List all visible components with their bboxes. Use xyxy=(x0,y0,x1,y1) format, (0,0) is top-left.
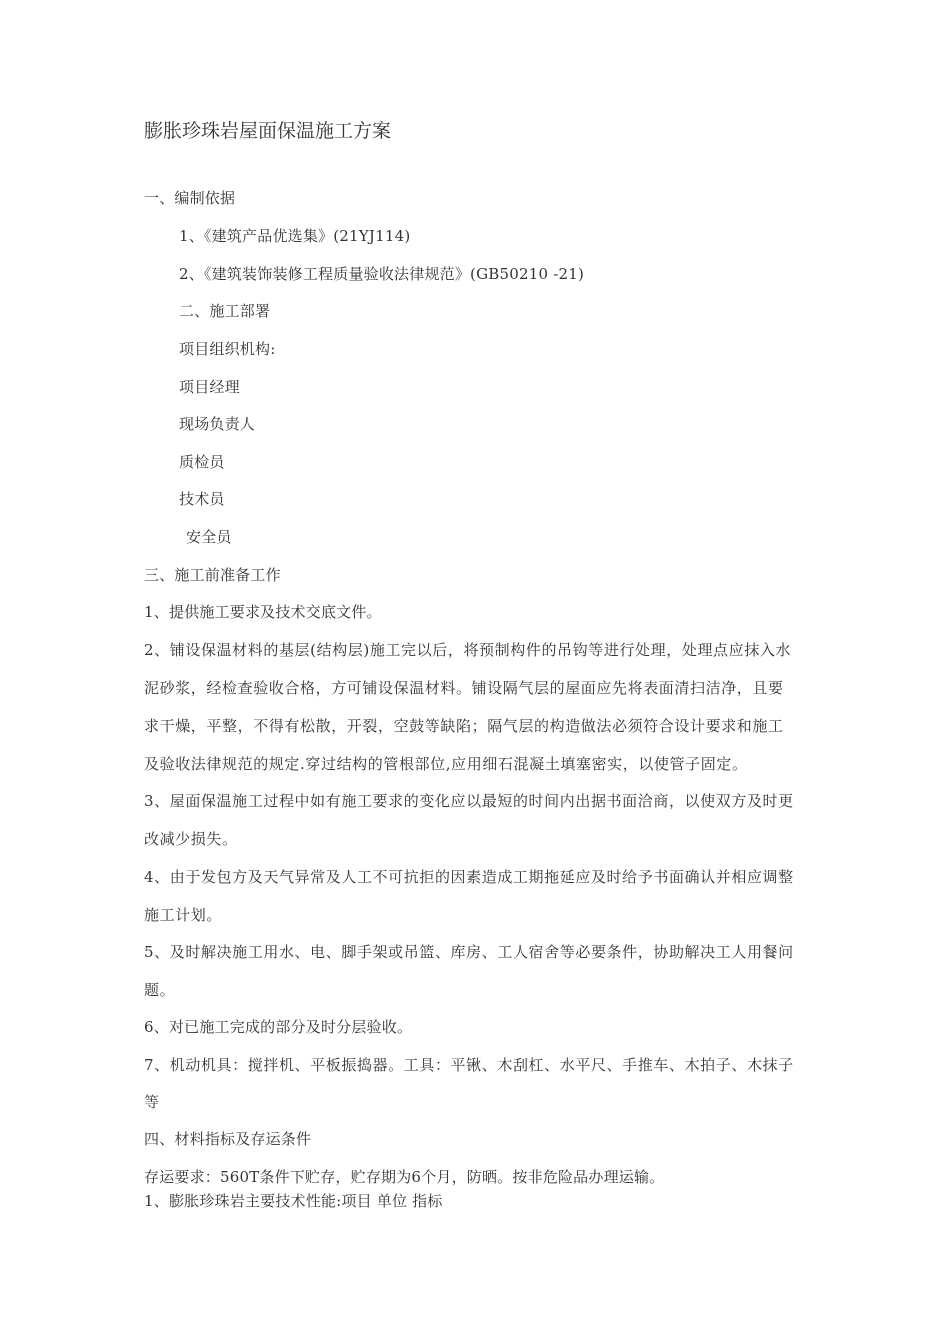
prep-item-4-line: 施工计划。 xyxy=(144,906,223,924)
section-heading-materials: 四、材料指标及存运条件 xyxy=(144,1130,312,1148)
materials-item-1: 1、膨胀珍珠岩主要技术性能:项目 单位 指标 xyxy=(144,1192,443,1210)
prep-item-4-line: 4、由于发包方及天气异常及人工不可抗拒的因素造成工期拖延应及时给予书面确认并相应调整 xyxy=(144,868,794,886)
role-project-manager: 项目经理 xyxy=(179,378,240,396)
prep-item-3-line: 3、屋面保温施工过程中如有施工要求的变化应以最短的时间内出据书面洽商，以使双方及时更 xyxy=(144,792,794,810)
role-quality-inspector: 质检员 xyxy=(179,453,225,471)
prep-item-6: 6、对已施工完成的部分及时分层验收。 xyxy=(144,1018,413,1036)
prep-item-1: 1、提供施工要求及技术交底文件。 xyxy=(144,603,382,621)
prep-item-2-line: 求干燥，平整，不得有松散，开裂，空鼓等缺陷；隔气层的构造做法必须符合设计要求和施工 xyxy=(144,717,784,735)
prep-item-2-line: 泥砂浆，经检查验收合格，方可铺设保温材料。铺设隔气层的屋面应先将表面清扫洁净，且要 xyxy=(144,679,784,697)
prep-item-7-line: 7、机动机具：搅拌机、平板振捣器。工具：平锹、木刮杠、水平尺、手推车、木拍子、木抹子 xyxy=(144,1056,794,1074)
document-title: 膨胀珍珠岩屋面保温施工方案 xyxy=(144,120,392,142)
section-heading-basis: 一、编制依据 xyxy=(144,189,236,207)
prep-item-2-line: 及验收法律规范的规定.穿过结构的管根部位,应用细石混凝土填塞密实，以使管子固定。 xyxy=(144,755,748,773)
prep-item-5-line: 题。 xyxy=(144,981,176,999)
prep-item-5-line: 5、及时解决施工用水、电、脚手架或吊篮、库房、工人宿舍等必要条件，协助解决工人用餐问 xyxy=(144,943,794,961)
org-structure-label: 项目组织机构: xyxy=(179,340,276,358)
role-technician: 技术员 xyxy=(179,490,225,508)
basis-item-2: 2、《建筑装饰装修工程质量验收法律规范》(GB50210 -21) xyxy=(179,265,584,283)
storage-requirements: 存运要求：560T条件下贮存，贮存期为6个月，防晒。按非危险品办理运输。 xyxy=(144,1168,665,1186)
basis-item-1: 1、《建筑产品优选集》(21YJ114) xyxy=(179,227,411,245)
section-heading-preparation: 三、施工前准备工作 xyxy=(144,566,281,584)
prep-item-3-line: 改减少损失。 xyxy=(144,830,238,848)
section-heading-deployment: 二、施工部署 xyxy=(179,302,271,320)
prep-item-2-line: 2、铺设保温材料的基层(结构层)施工完以后，将预制构件的吊钩等进行处理，处理点应抹入水 xyxy=(144,641,792,659)
role-site-lead: 现场负责人 xyxy=(179,415,256,433)
prep-item-7-line: 等 xyxy=(144,1093,160,1111)
role-safety-officer: 安全员 xyxy=(186,528,232,546)
